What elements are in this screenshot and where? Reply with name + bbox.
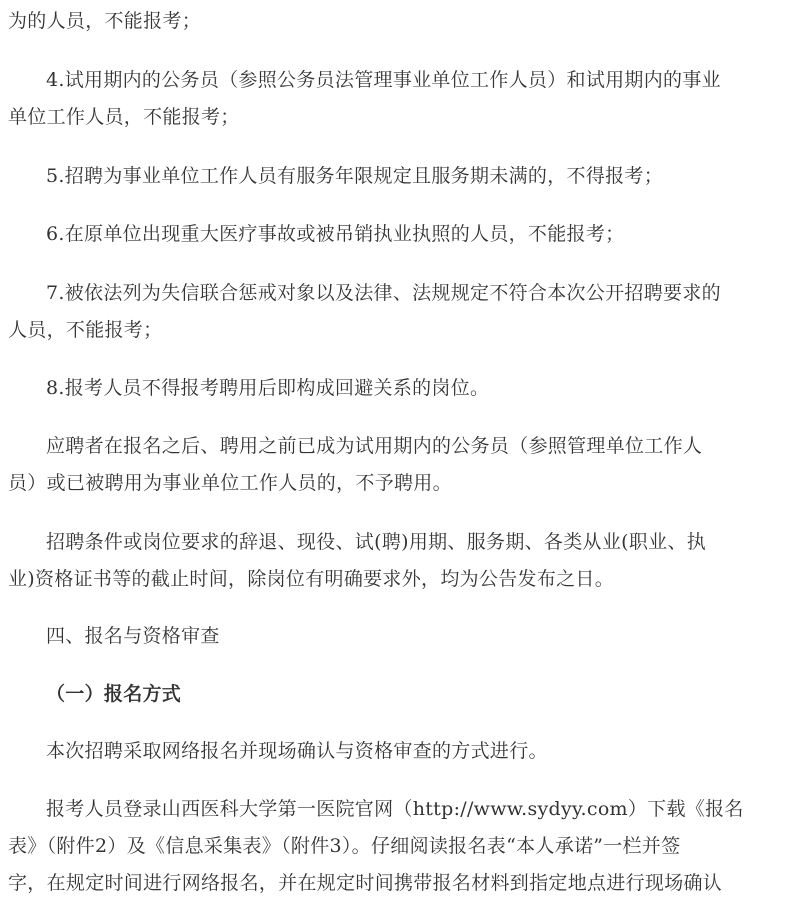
paragraph-deadline-note	[8, 524, 783, 598]
subsection-heading-registration-method	[8, 676, 783, 713]
section-heading-registration	[8, 618, 783, 655]
text-line: 招聘条件或岗位要求的辞退、现役、试(聘)用期、服务期、各类从业(职业、执	[46, 531, 707, 553]
paragraph-registration-method	[8, 733, 783, 770]
text-line: 单位工作人员，不能报考；	[8, 106, 240, 128]
paragraph-applicant-note	[8, 428, 783, 502]
paragraph-item-5	[8, 158, 783, 195]
text-line: 员）或已被聘用为事业单位工作人员的，不予聘用。	[8, 472, 452, 494]
paragraph-item-8	[8, 370, 783, 407]
paragraph-registration-steps	[8, 791, 783, 902]
text-line: 8.报考人员不得报考聘用后即构成回避关系的岗位。	[46, 377, 490, 399]
text-line: 四、报名与资格审查	[46, 625, 220, 647]
text-line: 6.在原单位出现重大医疗事故或被吊销执业执照的人员，不能报考；	[46, 223, 625, 245]
text-line: 本次招聘采取网络报名并现场确认与资格审查的方式进行。	[46, 740, 548, 762]
text-line: 应聘者在报名之后、聘用之前已成为试用期内的公务员（参照管理单位工作人	[46, 435, 703, 457]
text-line: 7.被依法列为失信联合惩戒对象以及法律、法规规定不符合本次公开招聘要求的	[46, 282, 721, 304]
text-line: 报考人员登录山西医科大学第一医院官网（http://www.sydyy.com）下载《报名	[46, 798, 744, 820]
text-line: 人员，不能报考；	[8, 319, 163, 341]
text-line: 业)资格证书等的截止时间，除岗位有明确要求外，均为公告发布之日。	[8, 568, 615, 590]
text-line: 字，在规定时间进行网络报名，并在规定时间携带报名材料到指定地点进行现场确认	[8, 872, 723, 894]
text-line: （一）报名方式	[46, 683, 182, 705]
paragraph-item-7	[8, 275, 783, 349]
paragraph-item-4	[8, 62, 783, 136]
paragraph-continuation	[8, 3, 783, 40]
text-line: 为的人员，不能报考；	[8, 10, 202, 32]
text-line: 4.试用期内的公务员（参照公务员法管理事业单位工作人员）和试用期内的事业	[46, 69, 721, 91]
text-line: 5.招聘为事业单位工作人员有服务年限规定且服务期未满的，不得报考；	[46, 165, 664, 187]
paragraph-item-6	[8, 216, 783, 253]
text-line: 表》（附件2）及《信息采集表》（附件3）。仔细阅读报名表“本人承诺”一栏并签	[8, 835, 681, 857]
